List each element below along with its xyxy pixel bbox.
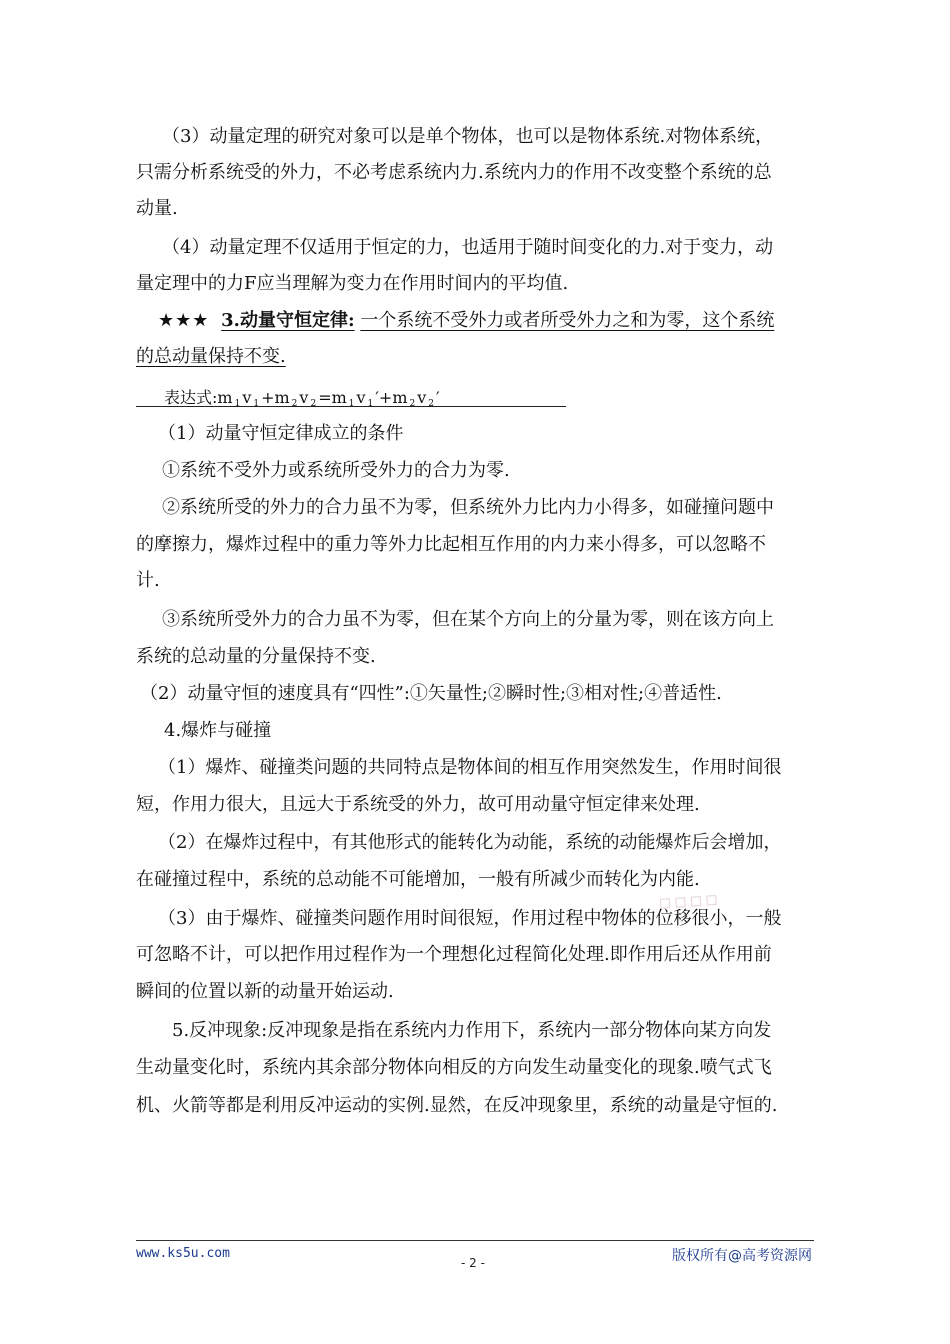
- formula-subscript: 1: [367, 399, 374, 409]
- paragraph-line: ①系统不受外力或系统所受外力的合力为零.: [162, 460, 510, 481]
- paragraph-line: 机、火箭等都是利用反冲运动的实例.显然，在反冲现象里，系统的动量是守恒的.: [136, 1095, 778, 1116]
- paragraph-line: 的总动量保持不变.: [136, 346, 286, 367]
- paragraph-line: 生动量变化时，系统内其余部分物体向相反的方向发生动量变化的现象.喷气式飞: [136, 1057, 772, 1078]
- paragraph-line: 在碰撞过程中，系统的总动能不可能增加，一般有所减少而转化为内能.: [136, 869, 700, 890]
- formula-term: v: [299, 388, 309, 407]
- paragraph-line: 只需分析系统受的外力，不必考虑系统内力.系统内力的作用不改变整个系统的总: [136, 162, 772, 183]
- paragraph-line: 动量.: [136, 198, 178, 219]
- star-rating: ★★★: [158, 310, 210, 331]
- formula-line: [0, 380, 950, 416]
- formula-subscript: 2: [310, 399, 317, 409]
- paragraph-line: 计.: [136, 570, 160, 591]
- paragraph-line: ②系统所受的外力的合力虽不为零，但系统外力比内力小得多，如碰撞问题中: [162, 497, 774, 518]
- definition-text: 一个系统不受外力或者所受外力之和为零，这个系统: [360, 310, 775, 331]
- formula-subscript: 2: [428, 399, 435, 409]
- formula-subscript: 2: [291, 399, 298, 409]
- paragraph-line: 系统的总动量的分量保持不变.: [136, 646, 376, 667]
- page-number: - 2 -: [461, 1256, 485, 1270]
- footer-copyright: 版权所有@高考资源网: [672, 1248, 812, 1264]
- formula-term: ′: [436, 388, 440, 407]
- paragraph-line: （4）动量定理不仅适用于恒定的力，也适用于随时间变化的力.对于变力，动: [162, 237, 774, 258]
- formula-term: +m: [261, 388, 290, 407]
- paragraph-line: （2）动量守恒的速度具有“四性”:①矢量性;②瞬时性;③相对性;④普适性.: [140, 683, 722, 704]
- formula-subscript: 1: [253, 399, 260, 409]
- section-title: 3.动量守恒定律:: [221, 310, 355, 331]
- formula-term: v: [356, 388, 366, 407]
- paragraph-line: 的摩擦力，爆炸过程中的重力等外力比起相互作用的内力来小得多，可以忽略不: [136, 534, 766, 555]
- formula-term: m: [217, 388, 233, 407]
- formula-subscript: 1: [348, 399, 355, 409]
- paragraph-line: （2）在爆炸过程中，有其他形式的能转化为动能，系统的动能爆炸后会增加，: [158, 832, 782, 853]
- footer-divider: [136, 1240, 814, 1241]
- formula-underline: [136, 406, 566, 407]
- paragraph-line: （1）动量守恒定律成立的条件: [158, 423, 404, 444]
- paragraph-line: ③系统所受外力的合力虽不为零，但在某个方向上的分量为零，则在该方向上: [162, 609, 774, 630]
- paragraph-line: 量定理中的力F应当理解为变力在作用时间内的平均值.: [136, 273, 569, 294]
- paragraph-line: （3）由于爆炸、碰撞类问题作用时间很短，作用过程中物体的位移很小，一般: [158, 908, 782, 929]
- paragraph-line: 瞬间的位置以新的动量开始运动.: [136, 981, 394, 1002]
- formula-term: =m: [318, 388, 347, 407]
- formula-term: ′+m: [375, 388, 408, 407]
- formula-term: v: [417, 388, 427, 407]
- formula-subscript: 1: [234, 399, 241, 409]
- paragraph-line: 短，作用力很大，且远大于系统受的外力，故可用动量守恒定律来处理.: [136, 794, 700, 815]
- section-heading-line: 4.爆炸与碰撞: [164, 720, 272, 741]
- footer-site-link[interactable]: www.ks5u.com: [136, 1246, 230, 1261]
- paragraph-line: 可忽略不计，可以把作用过程作为一个理想化过程简化处理.即作用后还从作用前: [136, 944, 772, 965]
- paragraph-line: 5.反冲现象:反冲现象是指在系统内力作用下，系统内一部分物体向某方向发: [172, 1020, 772, 1041]
- paragraph-line: （3）动量定理的研究对象可以是单个物体，也可以是物体系统.对物体系统，: [162, 126, 774, 147]
- watermark-stamp: ▫▫▫▫: [657, 885, 721, 915]
- paragraph-line: （1）爆炸、碰撞类问题的共同特点是物体间的相互作用突然发生，作用时间很: [158, 757, 782, 778]
- formula-label: 表达式:: [164, 388, 218, 407]
- section-heading-line: [0, 303, 950, 339]
- formula-term: v: [242, 388, 252, 407]
- formula-subscript: 2: [409, 399, 416, 409]
